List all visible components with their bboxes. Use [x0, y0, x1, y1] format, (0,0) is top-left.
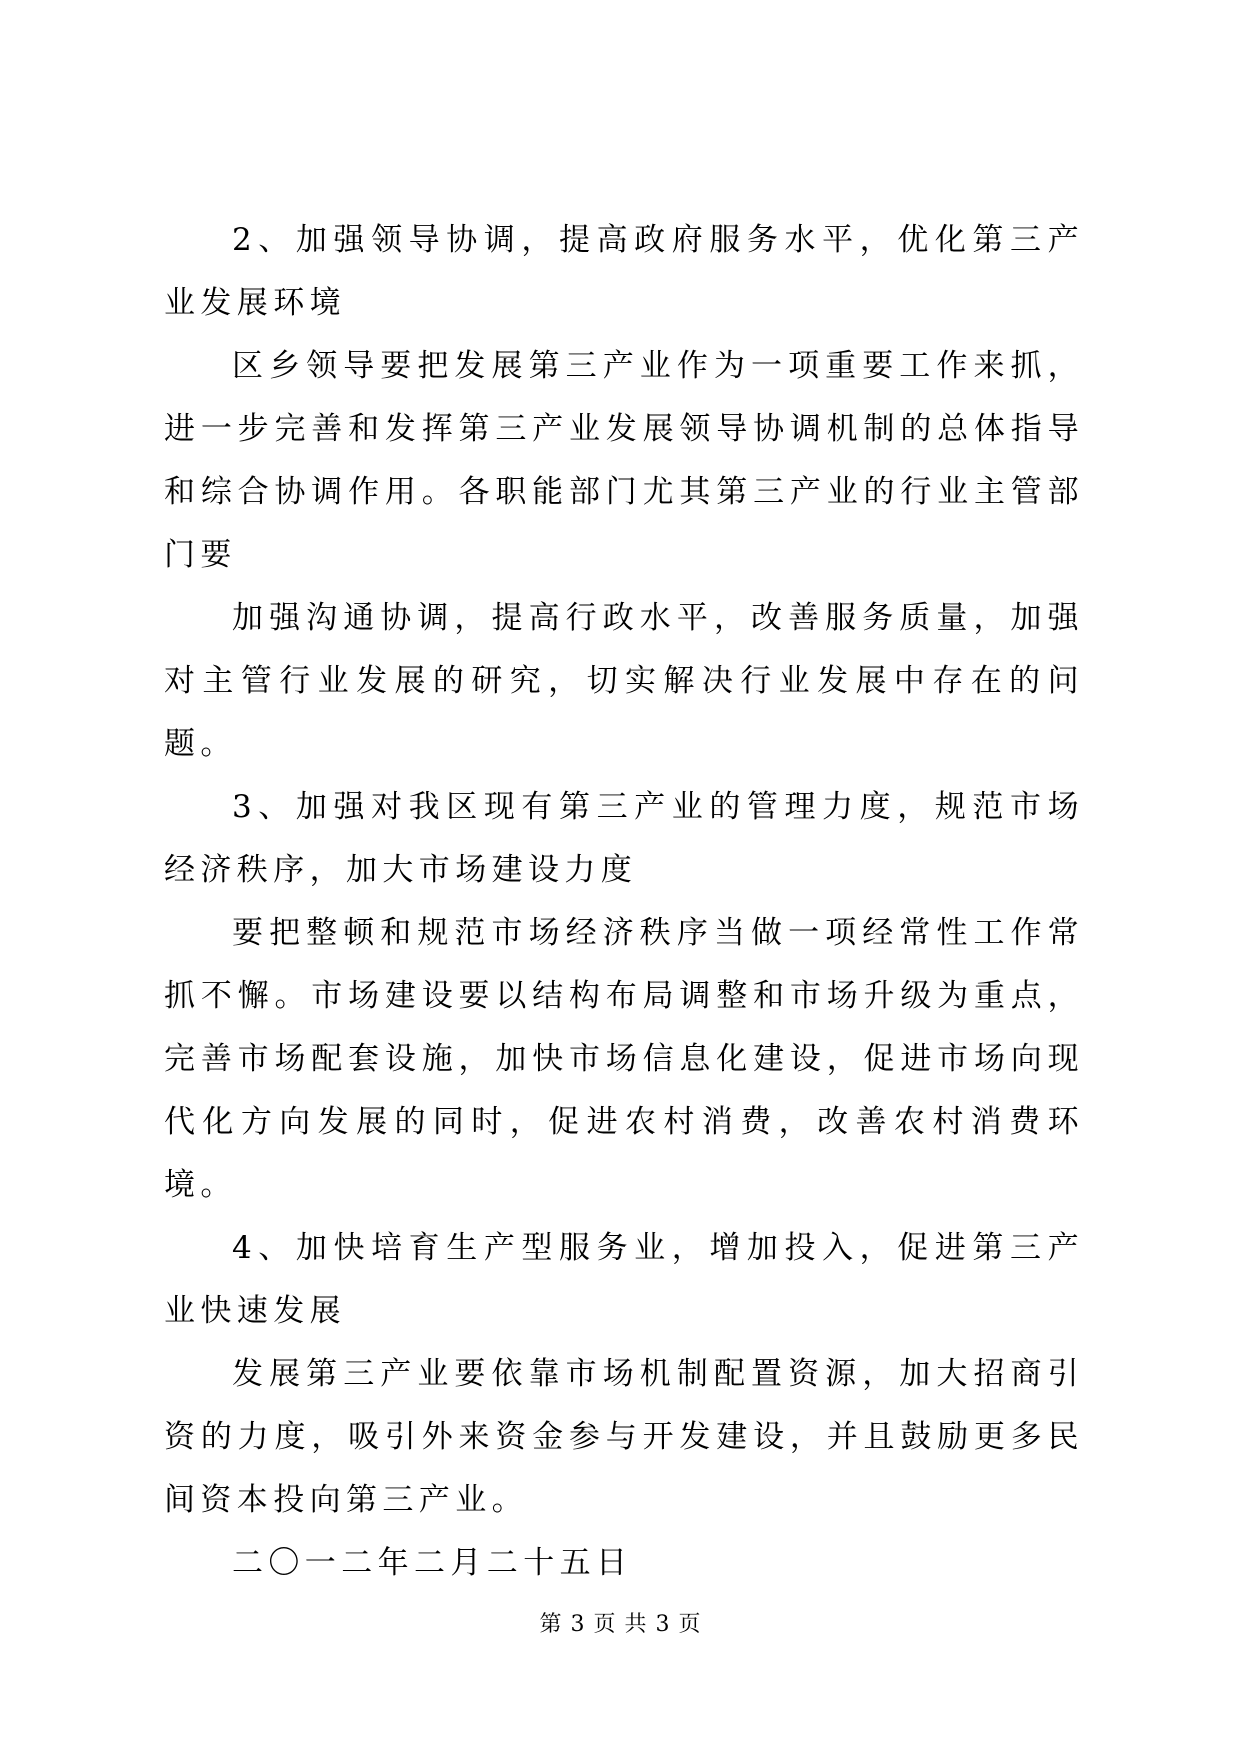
paragraph: 要把整顿和规范市场经济秩序当做一项经常性工作常抓不懈。市场建设要以结构布局调整和市场升级为重点，完善市场配套设施，加快市场信息化建设，促进市场向现代化方向发展的同时，促进农村消费，改善农村消费环境。: [164, 915, 1084, 1203]
paragraph: 区乡领导要把发展第三产业作为一项重要工作来抓，进一步完善和发挥第三产业发展领导协调机制的总体指导和综合协调作用。各职能部门尤其第三产业的行业主管部门要: [164, 348, 1084, 573]
paragraph: 发展第三产业要依靠市场机制配置资源，加大招商引资的力度，吸引外来资金参与开发建设，并且鼓励更多民间资本投向第三产业。: [164, 1356, 1084, 1518]
document-date: 二〇一二年二月二十五日: [232, 1545, 633, 1581]
page-footer: 第 3 页 共 3 页: [539, 1612, 702, 1637]
heading-4: 4、加快培育生产型服务业，增加投入，促进第三产业快速发展: [164, 1230, 1084, 1329]
heading-2: 2、加强领导协调，提高政府服务水平，优化第三产业发展环境: [164, 222, 1084, 321]
paragraph: 加强沟通协调，提高行政水平，改善服务质量，加强对主管行业发展的研究，切实解决行业发展中存在的问题。: [164, 600, 1084, 762]
heading-3: 3、加强对我区现有第三产业的管理力度，规范市场经济秩序，加大市场建设力度: [164, 789, 1084, 888]
document-body: [164, 209, 1084, 1595]
